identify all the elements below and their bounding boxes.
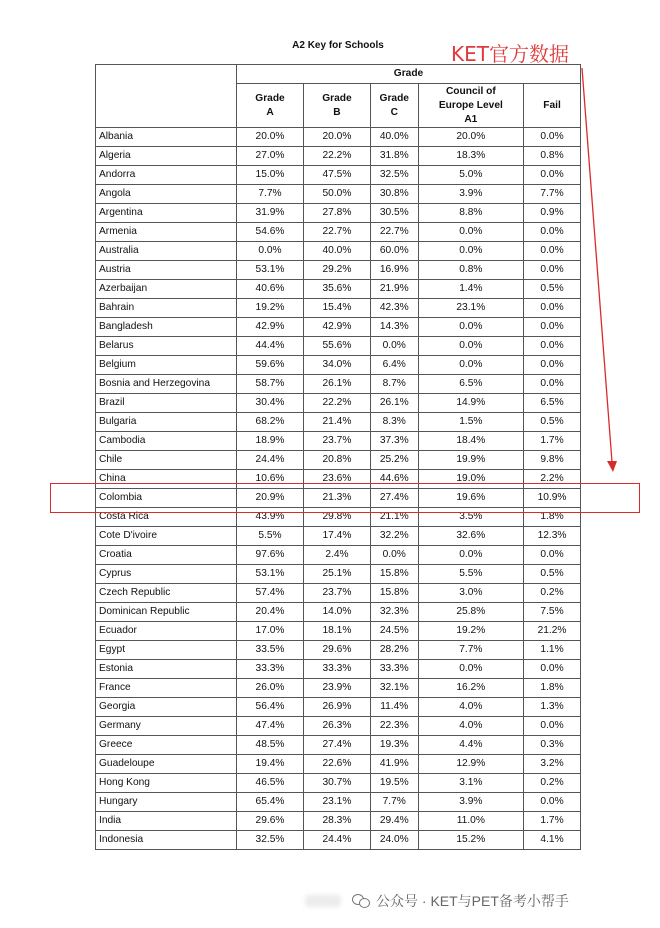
value-cell: 0.5%	[524, 280, 581, 299]
value-cell: 24.4%	[237, 451, 304, 470]
value-cell: 23.1%	[418, 299, 524, 318]
country-cell: India	[96, 812, 237, 831]
value-cell: 0.0%	[524, 793, 581, 812]
value-cell: 21.2%	[524, 622, 581, 641]
value-cell: 43.9%	[237, 508, 304, 527]
value-cell: 23.9%	[303, 679, 370, 698]
value-cell: 0.0%	[524, 299, 581, 318]
value-cell: 10.9%	[524, 489, 581, 508]
column-header-line: A	[266, 106, 274, 118]
watermark-text: 公众号 · KET与PET备考小帮手	[376, 893, 569, 909]
column-header-line: Council of	[445, 85, 496, 97]
value-cell: 32.3%	[370, 603, 418, 622]
value-cell: 19.5%	[370, 774, 418, 793]
value-cell: 14.0%	[303, 603, 370, 622]
value-cell: 16.9%	[370, 261, 418, 280]
value-cell: 0.9%	[524, 204, 581, 223]
value-cell: 1.8%	[524, 679, 581, 698]
value-cell: 18.1%	[303, 622, 370, 641]
value-cell: 46.5%	[237, 774, 304, 793]
value-cell: 3.9%	[418, 185, 524, 204]
value-cell: 65.4%	[237, 793, 304, 812]
value-cell: 47.5%	[303, 166, 370, 185]
value-cell: 32.1%	[370, 679, 418, 698]
country-cell: Australia	[96, 242, 237, 261]
value-cell: 0.3%	[524, 736, 581, 755]
value-cell: 29.6%	[303, 641, 370, 660]
value-cell: 19.4%	[237, 755, 304, 774]
value-cell: 25.2%	[370, 451, 418, 470]
country-cell: Andorra	[96, 166, 237, 185]
value-cell: 33.3%	[303, 660, 370, 679]
country-cell: Croatia	[96, 546, 237, 565]
value-cell: 59.6%	[237, 356, 304, 375]
value-cell: 27.4%	[370, 489, 418, 508]
value-cell: 40.6%	[237, 280, 304, 299]
value-cell: 0.2%	[524, 584, 581, 603]
value-cell: 0.0%	[418, 660, 524, 679]
value-cell: 22.2%	[303, 394, 370, 413]
value-cell: 26.3%	[303, 717, 370, 736]
value-cell: 27.0%	[237, 147, 304, 166]
value-cell: 14.3%	[370, 318, 418, 337]
column-header-line: Grade	[255, 92, 285, 104]
value-cell: 18.3%	[418, 147, 524, 166]
value-cell: 19.0%	[418, 470, 524, 489]
value-cell: 18.9%	[237, 432, 304, 451]
value-cell: 0.0%	[524, 375, 581, 394]
value-cell: 7.7%	[524, 185, 581, 204]
value-cell: 23.7%	[303, 432, 370, 451]
value-cell: 30.4%	[237, 394, 304, 413]
value-cell: 0.0%	[370, 337, 418, 356]
value-cell: 2.4%	[303, 546, 370, 565]
value-cell: 47.4%	[237, 717, 304, 736]
value-cell: 12.9%	[418, 755, 524, 774]
value-cell: 17.0%	[237, 622, 304, 641]
value-cell: 26.0%	[237, 679, 304, 698]
country-cell: Indonesia	[96, 831, 237, 850]
value-cell: 28.3%	[303, 812, 370, 831]
value-cell: 55.6%	[303, 337, 370, 356]
country-cell: Cambodia	[96, 432, 237, 451]
blurred-mark	[305, 895, 341, 907]
value-cell: 33.5%	[237, 641, 304, 660]
country-cell: Cyprus	[96, 565, 237, 584]
value-cell: 0.0%	[418, 242, 524, 261]
value-cell: 30.5%	[370, 204, 418, 223]
country-cell: Brazil	[96, 394, 237, 413]
value-cell: 7.7%	[418, 641, 524, 660]
value-cell: 0.0%	[237, 242, 304, 261]
value-cell: 1.4%	[418, 280, 524, 299]
value-cell: 21.4%	[303, 413, 370, 432]
value-cell: 5.5%	[237, 527, 304, 546]
value-cell: 3.9%	[418, 793, 524, 812]
value-cell: 21.9%	[370, 280, 418, 299]
value-cell: 1.8%	[524, 508, 581, 527]
watermark	[352, 891, 569, 911]
value-cell: 17.4%	[303, 527, 370, 546]
value-cell: 32.2%	[370, 527, 418, 546]
country-cell: Egypt	[96, 641, 237, 660]
value-cell: 10.6%	[237, 470, 304, 489]
value-cell: 42.9%	[237, 318, 304, 337]
value-cell: 7.7%	[370, 793, 418, 812]
value-cell: 31.8%	[370, 147, 418, 166]
value-cell: 0.0%	[418, 337, 524, 356]
value-cell: 16.2%	[418, 679, 524, 698]
value-cell: 33.3%	[370, 660, 418, 679]
value-cell: 32.5%	[370, 166, 418, 185]
value-cell: 6.4%	[370, 356, 418, 375]
country-cell: Armenia	[96, 223, 237, 242]
value-cell: 18.4%	[418, 432, 524, 451]
country-cell: Bahrain	[96, 299, 237, 318]
value-cell: 28.2%	[370, 641, 418, 660]
value-cell: 53.1%	[237, 565, 304, 584]
value-cell: 22.3%	[370, 717, 418, 736]
value-cell: 30.7%	[303, 774, 370, 793]
value-cell: 22.7%	[370, 223, 418, 242]
value-cell: 7.5%	[524, 603, 581, 622]
country-cell: Estonia	[96, 660, 237, 679]
country-cell: France	[96, 679, 237, 698]
value-cell: 0.0%	[524, 356, 581, 375]
value-cell: 22.6%	[303, 755, 370, 774]
value-cell: 9.8%	[524, 451, 581, 470]
value-cell: 0.5%	[524, 413, 581, 432]
value-cell: 53.1%	[237, 261, 304, 280]
value-cell: 37.3%	[370, 432, 418, 451]
country-cell: Azerbaijan	[96, 280, 237, 299]
country-cell: Argentina	[96, 204, 237, 223]
value-cell: 30.8%	[370, 185, 418, 204]
value-cell: 0.0%	[524, 660, 581, 679]
value-cell: 3.1%	[418, 774, 524, 793]
value-cell: 0.2%	[524, 774, 581, 793]
value-cell: 0.8%	[418, 261, 524, 280]
value-cell: 0.0%	[524, 337, 581, 356]
column-header-line: B	[333, 106, 341, 118]
value-cell: 58.7%	[237, 375, 304, 394]
value-cell: 19.2%	[237, 299, 304, 318]
value-cell: 48.5%	[237, 736, 304, 755]
column-header-line: Europe Level	[438, 99, 503, 111]
value-cell: 4.0%	[418, 717, 524, 736]
value-cell: 20.0%	[237, 128, 304, 147]
value-cell: 6.5%	[524, 394, 581, 413]
country-cell: Colombia	[96, 489, 237, 508]
country-cell: Greece	[96, 736, 237, 755]
value-cell: 8.7%	[370, 375, 418, 394]
value-cell: 1.3%	[524, 698, 581, 717]
arrow-head	[607, 461, 617, 472]
value-cell: 24.0%	[370, 831, 418, 850]
value-cell: 12.3%	[524, 527, 581, 546]
value-cell: 1.7%	[524, 812, 581, 831]
country-cell: Albania	[96, 128, 237, 147]
value-cell: 19.2%	[418, 622, 524, 641]
value-cell: 25.8%	[418, 603, 524, 622]
value-cell: 41.9%	[370, 755, 418, 774]
value-cell: 42.3%	[370, 299, 418, 318]
grade-group-header: Grade	[237, 65, 581, 84]
value-cell: 15.8%	[370, 565, 418, 584]
value-cell: 0.0%	[524, 318, 581, 337]
value-cell: 35.6%	[303, 280, 370, 299]
value-cell: 0.0%	[418, 223, 524, 242]
value-cell: 7.7%	[237, 185, 304, 204]
value-cell: 29.6%	[237, 812, 304, 831]
value-cell: 0.0%	[524, 261, 581, 280]
column-header-line: Grade	[379, 92, 409, 104]
value-cell: 0.0%	[418, 546, 524, 565]
value-cell: 0.0%	[418, 318, 524, 337]
value-cell: 5.0%	[418, 166, 524, 185]
value-cell: 20.0%	[303, 128, 370, 147]
value-cell: 11.0%	[418, 812, 524, 831]
country-cell: Austria	[96, 261, 237, 280]
value-cell: 20.8%	[303, 451, 370, 470]
column-header-line: C	[390, 106, 398, 118]
country-cell: Hong Kong	[96, 774, 237, 793]
value-cell: 1.5%	[418, 413, 524, 432]
value-cell: 22.2%	[303, 147, 370, 166]
value-cell: 0.0%	[524, 546, 581, 565]
country-cell: Bosnia and Herzegovina	[96, 375, 237, 394]
value-cell: 34.0%	[303, 356, 370, 375]
value-cell: 25.1%	[303, 565, 370, 584]
value-cell: 32.6%	[418, 527, 524, 546]
arrow-line	[582, 68, 612, 462]
country-cell: Ecuador	[96, 622, 237, 641]
value-cell: 0.0%	[524, 717, 581, 736]
value-cell: 15.0%	[237, 166, 304, 185]
value-cell: 4.1%	[524, 831, 581, 850]
value-cell: 20.9%	[237, 489, 304, 508]
country-cell: Angola	[96, 185, 237, 204]
value-cell: 23.7%	[303, 584, 370, 603]
value-cell: 60.0%	[370, 242, 418, 261]
value-cell: 3.0%	[418, 584, 524, 603]
value-cell: 40.0%	[370, 128, 418, 147]
column-header-line: Grade	[322, 92, 352, 104]
value-cell: 8.8%	[418, 204, 524, 223]
value-cell: 19.9%	[418, 451, 524, 470]
value-cell: 15.2%	[418, 831, 524, 850]
value-cell: 97.6%	[237, 546, 304, 565]
value-cell: 0.0%	[370, 546, 418, 565]
value-cell: 54.6%	[237, 223, 304, 242]
value-cell: 5.5%	[418, 565, 524, 584]
value-cell: 26.1%	[303, 375, 370, 394]
value-cell: 6.5%	[418, 375, 524, 394]
country-cell: Dominican Republic	[96, 603, 237, 622]
value-cell: 11.4%	[370, 698, 418, 717]
value-cell: 23.6%	[303, 470, 370, 489]
country-cell: Bangladesh	[96, 318, 237, 337]
value-cell: 4.0%	[418, 698, 524, 717]
value-cell: 15.4%	[303, 299, 370, 318]
value-cell: 27.4%	[303, 736, 370, 755]
value-cell: 44.4%	[237, 337, 304, 356]
value-cell: 22.7%	[303, 223, 370, 242]
country-cell: Guadeloupe	[96, 755, 237, 774]
value-cell: 26.1%	[370, 394, 418, 413]
value-cell: 29.8%	[303, 508, 370, 527]
value-cell: 56.4%	[237, 698, 304, 717]
value-cell: 40.0%	[303, 242, 370, 261]
country-cell: Georgia	[96, 698, 237, 717]
country-cell: Bulgaria	[96, 413, 237, 432]
country-cell: Belgium	[96, 356, 237, 375]
annotation-label: KET官方数据	[451, 42, 569, 66]
value-cell: 0.8%	[524, 147, 581, 166]
value-cell: 27.8%	[303, 204, 370, 223]
value-cell: 68.2%	[237, 413, 304, 432]
value-cell: 57.4%	[237, 584, 304, 603]
value-cell: 0.0%	[524, 242, 581, 261]
country-cell: Chile	[96, 451, 237, 470]
column-header-line: Fail	[543, 99, 561, 111]
country-cell: Algeria	[96, 147, 237, 166]
value-cell: 21.3%	[303, 489, 370, 508]
value-cell: 20.4%	[237, 603, 304, 622]
value-cell: 8.3%	[370, 413, 418, 432]
value-cell: 4.4%	[418, 736, 524, 755]
page-title: A2 Key for Schools	[292, 40, 384, 51]
value-cell: 29.2%	[303, 261, 370, 280]
value-cell: 0.5%	[524, 565, 581, 584]
value-cell: 19.3%	[370, 736, 418, 755]
country-cell: Costa Rica	[96, 508, 237, 527]
value-cell: 24.5%	[370, 622, 418, 641]
value-cell: 29.4%	[370, 812, 418, 831]
wechat-icon	[352, 894, 370, 908]
value-cell: 14.9%	[418, 394, 524, 413]
value-cell: 1.7%	[524, 432, 581, 451]
country-cell: Czech Republic	[96, 584, 237, 603]
column-header-line: A1	[464, 113, 478, 125]
country-cell: Belarus	[96, 337, 237, 356]
value-cell: 31.9%	[237, 204, 304, 223]
country-cell: Cote D'ivoire	[96, 527, 237, 546]
value-cell: 3.5%	[418, 508, 524, 527]
value-cell: 20.0%	[418, 128, 524, 147]
country-cell: Hungary	[96, 793, 237, 812]
country-cell: China	[96, 470, 237, 489]
value-cell: 3.2%	[524, 755, 581, 774]
value-cell: 33.3%	[237, 660, 304, 679]
value-cell: 24.4%	[303, 831, 370, 850]
value-cell: 2.2%	[524, 470, 581, 489]
value-cell: 0.0%	[418, 356, 524, 375]
value-cell: 50.0%	[303, 185, 370, 204]
value-cell: 0.0%	[524, 166, 581, 185]
value-cell: 19.6%	[418, 489, 524, 508]
value-cell: 26.9%	[303, 698, 370, 717]
value-cell: 23.1%	[303, 793, 370, 812]
country-cell: Germany	[96, 717, 237, 736]
value-cell: 1.1%	[524, 641, 581, 660]
value-cell: 21.1%	[370, 508, 418, 527]
value-cell: 0.0%	[524, 223, 581, 242]
value-cell: 15.8%	[370, 584, 418, 603]
value-cell: 32.5%	[237, 831, 304, 850]
value-cell: 42.9%	[303, 318, 370, 337]
value-cell: 44.6%	[370, 470, 418, 489]
value-cell: 0.0%	[524, 128, 581, 147]
